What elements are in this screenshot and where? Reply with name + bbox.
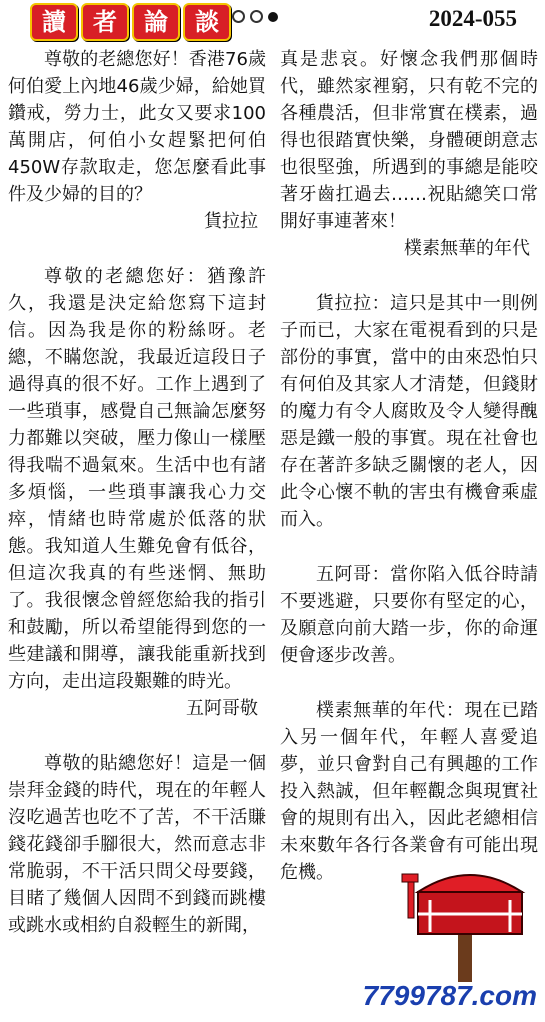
letter-text: 尊敬的貼總您好！這是一個崇拜金錢的時代，現在的年輕人沒吃過苦也吃不了苦，不干活賺錢花錢卻手腳很大，然而意志非常脆弱，不干活只問父母要錢，目睹了幾個人因問不到錢而跳樓或跳水或相約自殺輕生的新聞， (8, 753, 266, 936)
circle-icon (232, 10, 245, 23)
issue-number: 2024-055 (428, 6, 517, 31)
letter-signature: 樸素無華的年代 (404, 238, 530, 259)
reply-text: 樸素無華的年代：現在已踏入另一個年代，年輕人喜愛追夢，並只會對自己有興趣的工作投入熱誠，但年輕觀念與現實社會的規則有出入，因此老總相信未來數年各行各業會有可能出現危機。 (280, 700, 538, 883)
title-char: 者 (81, 3, 129, 41)
watermark: 7799787.com (362, 980, 537, 1011)
decorative-dots (232, 10, 278, 23)
header (0, 0, 545, 40)
right-column (280, 46, 538, 886)
circle-icon (250, 10, 263, 23)
reply-text: 五阿哥：當你陷入低谷時請不要逃避，只要你有堅定的心，及願意向前大踏一步，你的命運便會逐步改善。 (280, 564, 538, 666)
title-char: 談 (183, 3, 231, 41)
title-char: 讀 (30, 3, 78, 41)
letter-signature: 貨拉拉 (204, 211, 258, 232)
letter-text: 尊敬的老總您好：猶豫許久，我還是決定給您寫下這封信。因為我是你的粉絲呀。老總，不瞞您說，我最近這段日子過得真的很不好。工作上遇到了一些瑣事，感覺自己無論怎麼努力都難以突破，壓力像山一樣壓得我喘不過氣來。生活中也有諸多煩惱，一些瑣事讓我心力交瘁，情緒也時常處於低落的狀態。我知道人生難免會有低谷，但這次我真的有些迷惘、無助了。我很懷念曾經您給我的指引和鼓勵，所以希望能得到您的一些建議和開導，讓我能重新找到方向，走出這段艱難的時光。 (8, 266, 266, 692)
mailbox-icon (400, 858, 532, 982)
dot-icon (268, 12, 278, 22)
title-char: 論 (132, 3, 180, 41)
letter-text-continued: 真是悲哀。好懷念我們那個時代，雖然家裡窮，只有乾不完的各種農活，但非常實在樸素，過得也很踏實快樂，身體硬朗意志也很堅強，所遇到的事總是能咬著牙齒扛過去……祝貼總笑口常開好事連著來！ (280, 49, 538, 232)
letter-text: 尊敬的老總您好！香港76歲何伯愛上內地46歲少婦，給她買鑽戒，勞力士，此女又要求100萬開店，何伯小女趕緊把何伯450W存款取走，您怎麼看此事件及少婦的目的？ (8, 49, 266, 205)
column-title (30, 3, 231, 41)
left-column (8, 46, 266, 939)
reply-text: 貨拉拉：這只是其中一則例子而已，大家在電視看到的只是部份的事實，當中的由來恐怕只有何伯及其家人才清楚，但錢財的魔力有令人腐敗及令人變得醜惡是鐵一般的事實。現在社會也存在著許多缺乏關懷的老人，因此令心懷不軌的害虫有機會乘虛而入。 (280, 293, 538, 530)
letter-signature: 五阿哥敬 (186, 698, 258, 719)
